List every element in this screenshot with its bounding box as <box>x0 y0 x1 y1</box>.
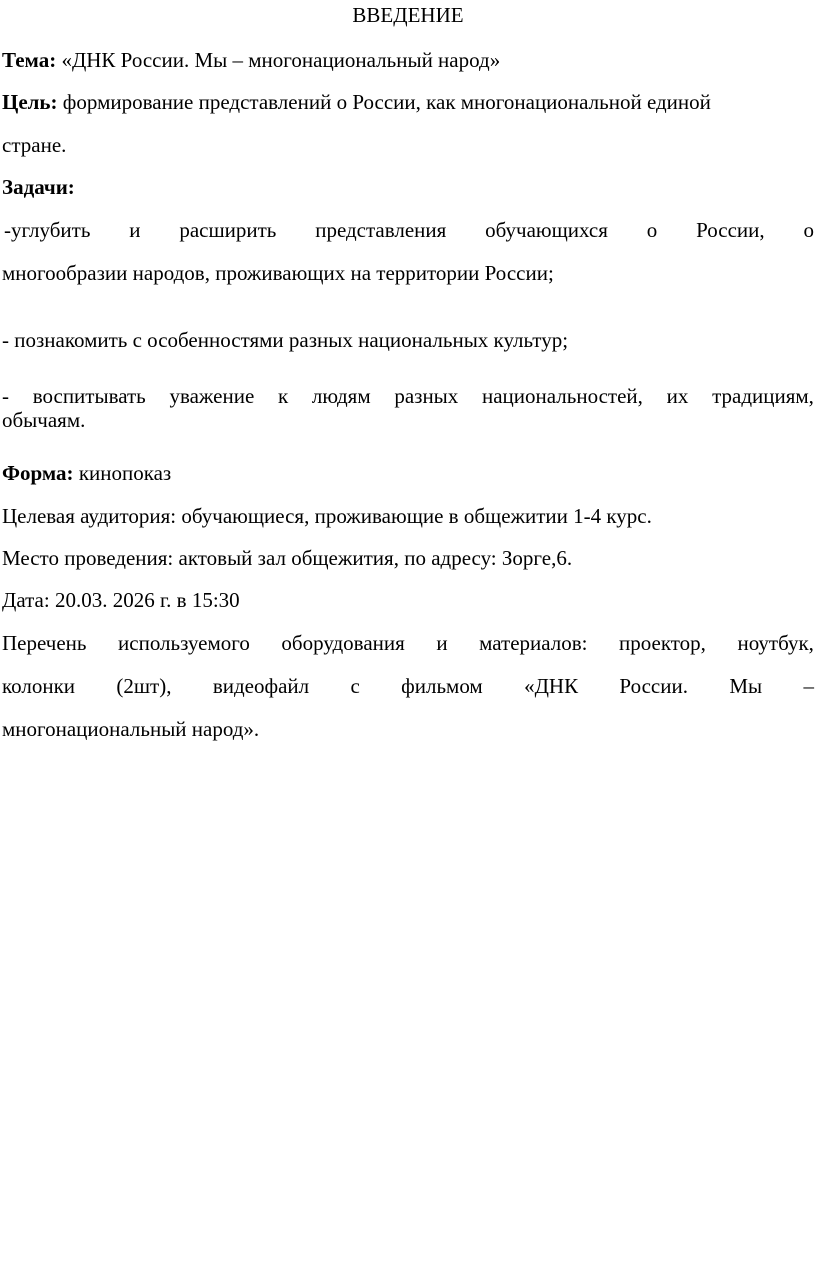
goal-text-line1: формирование представлений о России, как многонациональной единой <box>62 90 711 114</box>
equipment-word: видеофайл <box>212 674 310 698</box>
equipment-word: «ДНК <box>524 674 579 698</box>
equipment-word: фильмом <box>401 674 483 698</box>
form-label: Форма: <box>2 461 74 485</box>
equipment-word: России. <box>619 674 688 698</box>
place-line: Место проведения: актовый зал общежития, по адресу: Зорге,6. <box>2 546 573 570</box>
task1-word: и <box>129 218 141 242</box>
goal-label: Цель: <box>2 90 58 114</box>
equipment-word: с <box>350 674 360 698</box>
goal-text-line2: стране. <box>2 133 67 157</box>
task3-word: их <box>666 384 689 408</box>
audience-line: Целевая аудитория: обучающиеся, проживающие в общежитии 1-4 курс. <box>2 504 652 528</box>
document-heading: ВВЕДЕНИЕ <box>352 3 464 27</box>
equipment-word: оборудования <box>281 631 405 655</box>
task3-word: традициям, <box>712 384 814 408</box>
equipment-word: Перечень <box>2 631 87 655</box>
date-line: Дата: 20.03. 2026 г. в 15:30 <box>2 588 240 612</box>
topic-line <box>2 47 814 73</box>
equipment-word: колонки <box>2 674 76 698</box>
task1-word: обучающихся <box>485 218 608 242</box>
task1-word: России, <box>696 218 765 242</box>
equipment-word: – <box>803 674 814 698</box>
equipment-word: ноутбук, <box>737 631 814 655</box>
form-text: кинопоказ <box>78 461 172 485</box>
task3-line1 <box>2 383 814 409</box>
tasks-label-text: Задачи: <box>2 175 75 199</box>
task1-word: о <box>803 218 814 242</box>
task3-line2: обычаям. <box>2 408 86 432</box>
equipment-word: используемого <box>118 631 250 655</box>
task3-word: - <box>2 384 9 408</box>
task1-line1 <box>4 217 814 243</box>
equipment-word: и <box>436 631 448 655</box>
equipment-word: материалов: <box>479 631 588 655</box>
equipment-line2 <box>2 673 814 699</box>
task3-word: к <box>277 384 289 408</box>
task1-line2: многообразии народов, проживающих на территории России; <box>2 261 554 285</box>
equipment-word: проектор, <box>619 631 706 655</box>
form-line <box>2 460 814 486</box>
goal-line <box>2 89 814 115</box>
topic-text: «ДНК России. Мы – многонациональный народ» <box>61 48 501 72</box>
task1-word: расширить <box>179 218 277 242</box>
topic-label: Тема: <box>2 48 57 72</box>
equipment-line3: многонациональный народ». <box>2 717 260 741</box>
task3-word: национальностей, <box>482 384 643 408</box>
task2-line: - познакомить с особенностями разных национальных культур; <box>2 328 569 352</box>
equipment-word: Мы <box>729 674 763 698</box>
task1-word: представления <box>315 218 447 242</box>
equipment-word: (2шт), <box>116 674 172 698</box>
tasks-label <box>2 174 814 200</box>
task1-word: -углубить <box>4 218 91 242</box>
task3-word: воспитывать <box>32 384 146 408</box>
task1-word: о <box>646 218 658 242</box>
task3-word: разных <box>394 384 459 408</box>
equipment-line1 <box>2 630 814 656</box>
task3-word: уважение <box>169 384 255 408</box>
task3-word: людям <box>311 384 371 408</box>
